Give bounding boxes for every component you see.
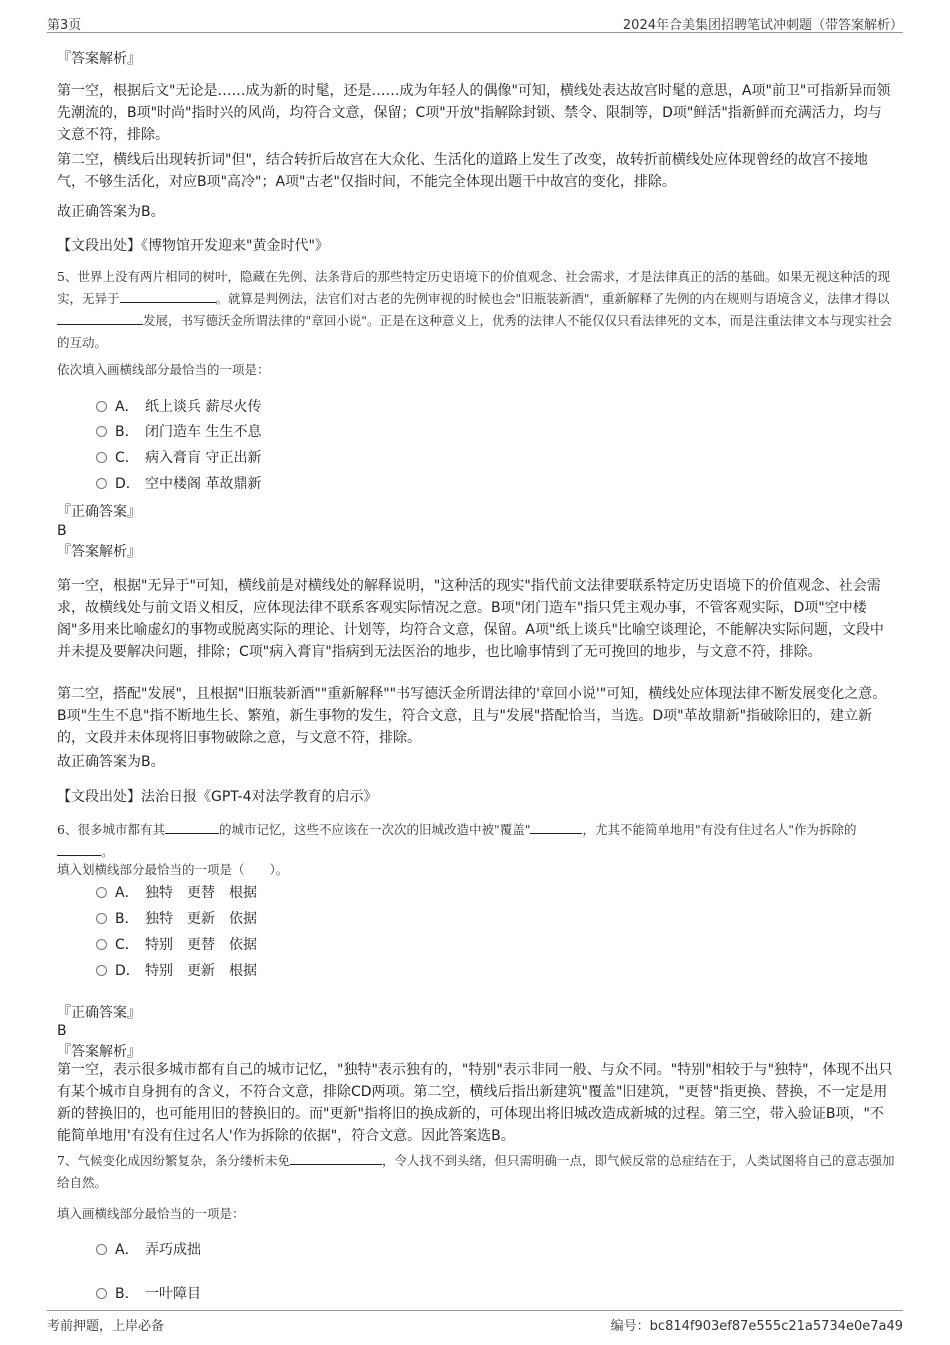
radio-icon[interactable] [96,887,107,898]
radio-icon[interactable] [96,913,107,924]
page-header [47,12,903,33]
q5-analysis-p2: 第二空，搭配"发展"，且根据"旧瓶装新酒""重新解释""书写德沃金所谓法律的'章回小说'"可知，横线处应体现法律不断发展变化之意。B项"生生不息"指不断地生长、繁殖，新生事物的发生，符合文意，且与"发展"搭配恰当，当选。D项"革故鼎新"指破除旧的，建立新的，文段并未体现将旧事物破除之意，与文意不符，排除。 [57,686,887,746]
q6-option-a[interactable]: A． 独特 更替 根据 [96,883,257,903]
q5-analysis-label: 『答案解析』 [57,544,141,560]
document-title: 2024年合美集团招聘笔试冲刺题（带答案解析） [622,18,903,33]
radio-icon[interactable] [96,1288,107,1299]
q7-option-a[interactable]: A． 弄巧成拙 [96,1240,201,1260]
footer-slogan: 考前押题，上岸必备 [47,1319,165,1334]
q5-stem: 5、世界上没有两片相同的树叶，隐藏在先例、法条背后的那些特定历史语境下的价值观念、社会需求，才是法律真正的活的基础。如果无视这种活的现实，无异于 。就算是判例法，法官们对古老的先例审视的时候也会"旧瓶装新酒"，重新解释了先例的内在规则与语境含义，法律才得以发展，书写德沃金所谓法律的"章回小说"。正是在这种意义上，优秀的法律人不能仅仅只看法律死的文本，而是注重法律文本与现实社会的互动。 [57,269,893,350]
q6-blank-1 [165,819,219,834]
q7-blank-1 [290,1150,382,1165]
page-number: 第3页 [47,18,82,33]
radio-icon[interactable] [96,939,107,950]
q5-option-d[interactable]: D． 空中楼阁 革故鼎新 [96,474,261,494]
q7-stem: 7、气候变化成因纷繁复杂，条分缕析未免 ，令人找不到头绪，但只需明确一点，即气候反常的总症结在于，人类试图将自己的意志强加给自然。 [57,1150,895,1194]
q7-prompt: 填入画横线部分最恰当的一项是： [57,1206,245,1221]
q4-analysis-label: 『答案解析』 [57,51,141,67]
q4-conclusion: 故正确答案为B。 [57,204,165,220]
q4-analysis-p1: 第一空，根据后文"无论是……成为新的时髦，还是……成为年轻人的偶像"可知，横线处表达故宫时髦的意思，A项"前卫"可指新异而领先潮流的，B项"时尚"指时兴的风尚，均符合文意，保留；C项"开放"指解除封锁、禁令、限制等，D项"鲜活"指新鲜而充满活力，均与文意不符，排除。 [57,83,891,143]
q6-analysis-p1: 第一空，表示很多城市都有自己的城市记忆，"独特"表示独有的，"特别"表示非同一般、与众不同。"特别"相较于与"独特"，体现不出只有某个城市自身拥有的含义，不符合文意，排除CD两项。第二空，横线后指出新建筑"覆盖"旧建筑，"更替"指更换、替换，不一定是用新的替换旧的，也可能用旧的替换旧的。而"更新"指将旧的换成新的，可体现出将旧城改造成新城的过程。第三空，带入验证B项，"不能简单地用'有没有住过名人'作为拆除的依据"，符合文意。因此答案选B。 [57,1062,893,1144]
q5-option-c[interactable]: C． 病入膏肓 守正出新 [96,448,261,468]
q6-answer: B [57,1023,67,1039]
radio-icon[interactable] [96,452,107,463]
q5-prompt: 依次填入画横线部分最恰当的一项是： [57,362,270,377]
q4-analysis-p2: 第二空，横线后出现转折词"但"，结合转折后故宫在大众化、生活化的道路上发生了改变，故转折前横线处应体现曾经的故宫不接地气，不够生活化，对应B项"高冷"；A项"古老"仅指时间，不能完全体现出题干中故宫的变化，排除。 [57,152,868,190]
q6-answer-label: 『正确答案』 [57,1005,141,1021]
q5-blank-1 [120,288,216,303]
q6-prompt: 填入划横线部分最恰当的一项是（ ）。 [57,862,289,877]
radio-icon[interactable] [96,401,107,412]
q6-blank-2 [530,819,582,834]
q6-analysis-label: 『答案解析』 [57,1044,141,1060]
q7-option-b[interactable]: B． 一叶障目 [96,1284,201,1304]
page-footer [47,1310,903,1333]
radio-icon[interactable] [96,426,107,437]
q5-answer: B [57,523,67,539]
q6-stem: 6、很多城市都有其 的城市记忆，这些不应该在一次次的旧城改造中被"覆盖" ，尤其不能简单地用"有没有住过名人"作为拆除的 。 [57,819,895,863]
q6-option-c[interactable]: C． 特别 更替 依据 [96,935,257,955]
document-code: 编号：bc814f903ef87e555c21a5734e0e7a49 [610,1319,903,1334]
q6-blank-3 [57,841,101,856]
q6-option-b[interactable]: B． 独特 更新 依据 [96,909,257,929]
q5-conclusion: 故正确答案为B。 [57,754,165,770]
q5-answer-label: 『正确答案』 [57,504,141,520]
q5-blank-2 [57,310,143,325]
radio-icon[interactable] [96,1244,107,1255]
q5-option-a[interactable]: A． 纸上谈兵 薪尽火传 [96,397,261,417]
q5-option-b[interactable]: B． 闭门造车 生生不息 [96,422,261,442]
radio-icon[interactable] [96,478,107,489]
q5-source: 【文段出处】法治日报《GPT-4对法学教育的启示》 [57,789,378,805]
radio-icon[interactable] [96,965,107,976]
q6-option-d[interactable]: D． 特别 更新 根据 [96,961,257,981]
q4-source: 【文段出处】《博物馆开发迎来"黄金时代"》 [57,238,329,254]
q5-analysis-p1: 第一空，根据"无异于"可知，横线前是对横线处的解释说明，"这种活的现实"指代前文法律要联系特定历史语境下的价值观念、社会需求，故横线处与前文语义相反，应体现法律不联系客观实际情况之意。B项"闭门造车"指只凭主观办事，不管客观实际，D项"空中楼阁"多用来比喻虚幻的事物或脱离实际的理论、计划等，均符合文意，保留。A项"纸上谈兵"比喻空谈理论，不能解决实际问题，文段中并未提及要解决问题，排除；C项"病入膏肓"指病到无法医治的地步，也比喻事情到了无可挽回的地步，与文意不符，排除。 [57,578,884,660]
